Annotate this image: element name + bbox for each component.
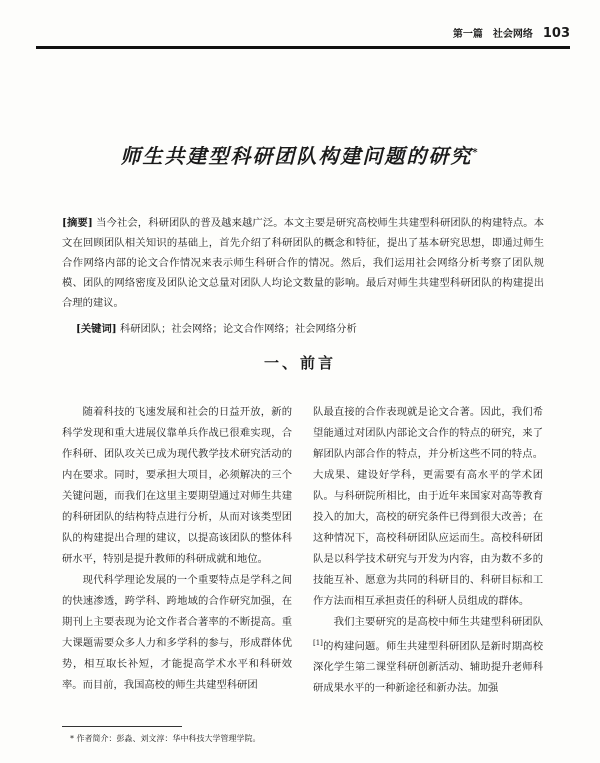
- abstract: [62, 213, 544, 313]
- running-header: [453, 25, 570, 41]
- keywords-text: 科研团队；社会网络；论文合作网络；社会网络分析: [119, 323, 357, 335]
- header-section-title: 第一篇 社会网络: [452, 29, 533, 40]
- paper-title-text: 师生共建型科研团队构建问题的研究: [120, 144, 473, 168]
- footnote-rule: [62, 726, 182, 727]
- keywords-label: [关键词]: [76, 323, 117, 335]
- right-paragraph-1: 队最直接的合作表现就是论文合著。因此，我们希望能通过对团队内部论文合作的特点的研究，来了解团队内部合作的特点，并分析这些不同的特点。大成果、建设好学科，更需要有高水平的学术团队。与科研院所相比，由于近年来国家对高等教育投入的加大，高校的研究条件已得到很大改善；在这种情况下，高校科研团队应运而生。高校科研团队是以科学技术研究与开发为内容，由为数不多的技能互补、愿意为共同的科研目的、科研目标和工作方法而相互承担责任的科研人员组成的群体。: [313, 406, 543, 607]
- right-paragraph-2: [313, 612, 543, 699]
- left-column: [62, 402, 292, 696]
- abstract-label: [摘要]: [62, 217, 93, 229]
- left-paragraph-2: 现代科学理论发展的一个重要特点是学科之间的快速渗透，跨学科、跨地域的合作研究加强，在期刊上主要表现为论文作者合著率的不断提高。重大课题需要众多人力和多学科的参与，形成群体优势，相互取长补短，才能提高学术水平和科研效率。而目前，我国高校的师生共建型科研团: [62, 574, 292, 691]
- citation-ref: [1]: [313, 639, 323, 647]
- right-paragraph-2-start: 我们主要研究的是高校中师生共建型科研团队: [333, 616, 543, 628]
- header-rule: [36, 46, 570, 49]
- author-footnote: * 作者简介：彭淼、刘文淳：华中科技大学管理学院。: [70, 734, 261, 743]
- section-heading: 一、前言: [263, 354, 336, 372]
- page-number: 103: [542, 26, 570, 41]
- paper-title: [0, 140, 600, 169]
- keywords: [76, 319, 546, 339]
- right-column: [313, 402, 543, 699]
- title-footnote-mark: *: [472, 147, 480, 159]
- right-paragraph-2-end: 的构建问题。师生共建型科研团队是新时期高校深化学生第二课堂科研创新活动、辅助提升老师科研成果水平的一种新途径和新办法。加强: [313, 640, 543, 695]
- left-paragraph-1: 随着科技的飞速发展和社会的日益开放，新的科学发现和重大进展仪靠单兵作战已很难实现，合作科研、团队攻关已成为现代教学技术研究活动的内在要求。同时，要承担大项目，必须解决的三个关键问题，而我们在这里主要期望通过对师生共建的科研团队的结构特点进行分析，从而对该类型团队的构建提出合理的建议，以提高该团队的整体科研水平，特别是提升教师的科研成就和地位。: [62, 406, 292, 565]
- abstract-text: 当今社会，科研团队的普及越来越广泛。本文主要是研究高校师生共建型科研团队的构建特点。本文在回顾团队相关知识的基础上，首先介绍了科研团队的概念和特征，提出了基本研究思想，即通过师生合作网络内部的论文合作情况来表示师生科研合作的情况。然后，我们运用社会网络分析考察了团队规模、团队的网络密度及团队论文总量对团队人均论文数量的影响。最后对师生共建型科研团队的构建提出合理的建议。: [62, 217, 545, 309]
